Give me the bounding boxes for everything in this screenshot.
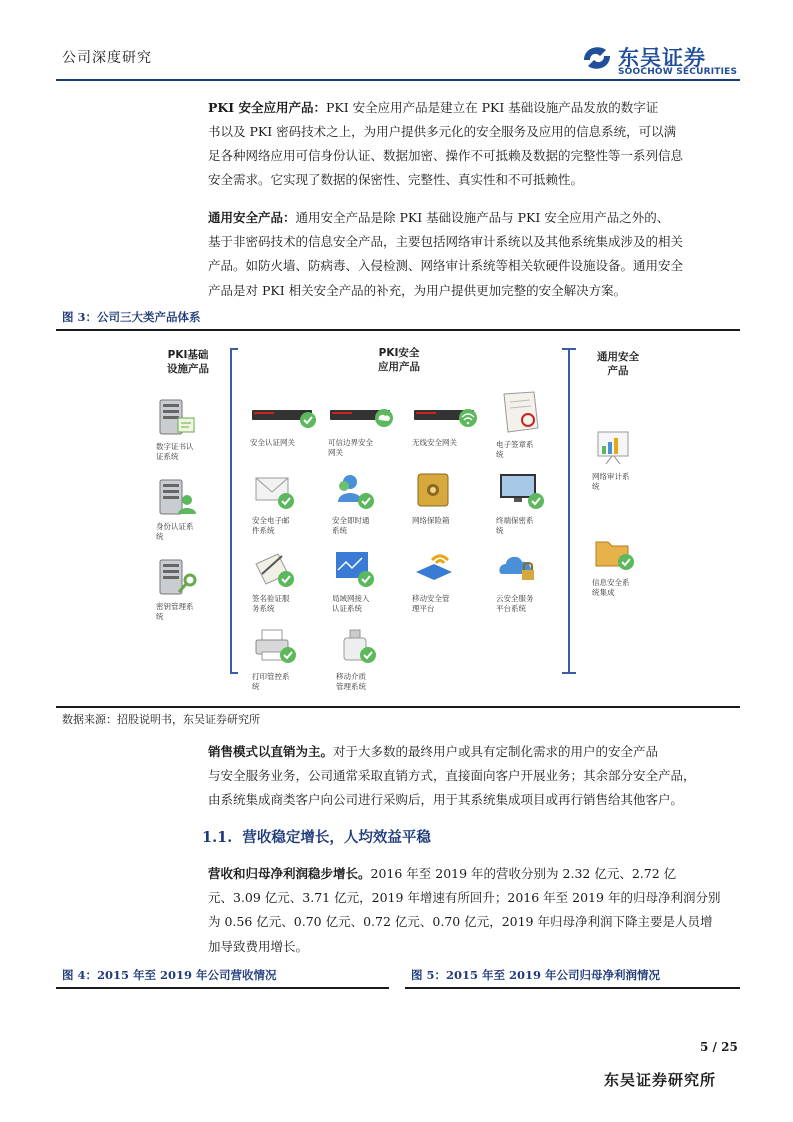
- printer-icon: [252, 628, 298, 668]
- item-label: 无线安全网关: [412, 438, 457, 447]
- para-line: 安全需求。它实现了数据的保密性、完整性、真实性和不可抵赖性。: [208, 172, 584, 188]
- safe-icon: [412, 472, 458, 512]
- para-line: 通用安全产品是除 PKI 基础设施产品与 PKI 安全应用产品之外的、: [295, 210, 670, 225]
- col-title-general: 通用安全 产品: [597, 351, 639, 377]
- infra-item: [156, 558, 200, 622]
- page-number: 5 / 25: [700, 1040, 738, 1054]
- para-line: PKI 安全应用产品是建立在 PKI 基础设施产品发放的数字证: [325, 100, 659, 115]
- infra-item: [156, 398, 200, 462]
- figure5-rule: [405, 987, 740, 989]
- cloud-gateway-icon: [328, 406, 398, 434]
- lan-icon: [332, 550, 378, 590]
- item-label: 电子签章系 统: [496, 440, 534, 459]
- mobile-wifi-icon: [412, 550, 458, 590]
- general-item: [592, 534, 638, 598]
- para-line: 书以及 PKI 密码技术之上，为用户提供多元化的安全服务及应用的信息系统，可以满: [208, 124, 677, 139]
- col-title-infra: PKI基础 设施产品: [167, 349, 209, 375]
- item-label: 打印管控系 统: [252, 672, 290, 691]
- footer-institute: 东吴证券研究所: [604, 1071, 717, 1089]
- para-line: 为 0.56 亿元、0.70 亿元、0.72 亿元、0.70 亿元，2019 年归母净利润下降主要是人员增: [208, 914, 713, 930]
- mail-icon: [252, 472, 298, 512]
- server-user-icon: [156, 478, 200, 518]
- figure3-bottom-rule: [56, 706, 740, 708]
- para-lead: PKI 安全应用产品：: [208, 100, 326, 115]
- app-item: [496, 472, 546, 536]
- paragraph-pki-app: [208, 96, 738, 120]
- item-label: 网络审计系 统: [592, 472, 630, 491]
- infra-item: [156, 478, 200, 542]
- app-item: [332, 472, 378, 536]
- app-item: [332, 550, 378, 614]
- paragraph-revenue: [208, 862, 738, 959]
- logo-en-text: SOOCHOW SECURITIES: [618, 67, 738, 77]
- folder-icon: [592, 534, 638, 574]
- usb-icon: [336, 628, 382, 668]
- server-cert-icon: [156, 398, 200, 438]
- bracket-left: [230, 348, 238, 674]
- figure4-rule: [56, 987, 389, 989]
- app-item: [496, 550, 542, 614]
- messenger-icon: [332, 472, 378, 512]
- figure3-top-rule: [56, 329, 740, 331]
- paragraph-sales: [208, 740, 738, 813]
- para-line: 与安全服务业务，公司通常采取直销方式，直接面向客户开展业务；其余部分安全产品，: [208, 768, 696, 784]
- audit-chart-icon: [592, 428, 638, 468]
- para-lead: 营收和归母净利润稳步增长。: [208, 866, 371, 881]
- app-item: [252, 628, 298, 692]
- app-item: [412, 550, 458, 614]
- para-line: 基于非密码技术的信息安全产品，主要包括网络审计系统以及其他系统集成涉及的相关: [208, 234, 684, 250]
- monitor-icon: [496, 472, 546, 512]
- item-label: 局域网接入 认证系统: [332, 594, 370, 613]
- item-label: 身份认证系 统: [156, 522, 194, 541]
- item-label: 终端保密系 统: [496, 516, 534, 535]
- item-label: 数字证书认 证系统: [156, 442, 194, 461]
- app-item: [252, 550, 298, 614]
- bracket-left-general: [568, 348, 576, 674]
- header-title: 公司深度研究: [62, 50, 152, 66]
- item-label: 签名验证服 务系统: [252, 594, 290, 613]
- logo-cn-text: 东吴证券: [618, 46, 706, 70]
- figure3-source: 数据来源：招股说明书，东吴证券研究所: [62, 713, 260, 726]
- gateway-icon: [250, 406, 320, 434]
- app-item: [496, 390, 546, 460]
- para-line: 产品是对 PKI 相关安全产品的补充，为用户提供更加完整的安全解决方案。: [208, 282, 627, 298]
- para-lead: 销售模式以直销为主。: [208, 744, 334, 759]
- logo-mark-icon: [578, 40, 616, 78]
- para-line: 加导致费用增长。: [208, 938, 309, 954]
- item-label: 安全即时通 系统: [332, 516, 370, 535]
- server-key-icon: [156, 558, 200, 598]
- item-label: 可信边界安全 网关: [328, 438, 373, 457]
- figure3-caption: 图 3：公司三大类产品体系: [62, 310, 201, 324]
- cloud-lock-icon: [496, 550, 542, 590]
- product-diagram: [56, 332, 740, 704]
- para-line: 2016 年至 2019 年的营收分别为 2.32 亿元、2.72 亿: [370, 866, 677, 881]
- company-logo: [578, 40, 743, 80]
- figure5-caption: 图 5：2015 年至 2019 年公司归母净利润情况: [411, 968, 661, 982]
- col-title-app: PKI安全 应用产品: [378, 347, 420, 373]
- para-line: 产品。如防火墙、防病毒、入侵检测、网络审计系统等相关软硬件设施设备。通用安全: [208, 258, 684, 274]
- app-item: [412, 406, 482, 448]
- para-line: 足各种网络应用可信身份认证、数据加密、操作不可抵赖及数据的完整性等一系列信息: [208, 148, 684, 164]
- paragraph-general: [208, 206, 738, 303]
- app-item: [328, 406, 398, 458]
- app-item: [250, 406, 320, 448]
- paragraph-pki-app-cont: [208, 120, 738, 193]
- app-item: [252, 472, 298, 536]
- item-label: 密钥管理系 统: [156, 602, 194, 621]
- para-line: 元、3.09 亿元、3.71 亿元，2019 年增速有所回升；2016 年至 2019 年的归母净利润分别: [208, 890, 721, 906]
- item-label: 安全电子邮 件系统: [252, 516, 290, 535]
- para-line: 由系统集成商类客户向公司进行采购后，用于其系统集成项目或再行销售给其他客户。: [208, 792, 684, 808]
- section-number: 1.1.: [202, 829, 233, 846]
- wifi-gateway-icon: [412, 406, 482, 434]
- general-item: [592, 428, 638, 492]
- section-title: 营收稳定增长，人均效益平稳: [242, 829, 431, 846]
- para-line: 对于大多数的最终用户或具有定制化需求的用户的安全产品: [333, 744, 659, 759]
- item-label: 移动安全管 理平台: [412, 594, 450, 613]
- item-label: 安全认证网关: [250, 438, 295, 447]
- section-heading: [202, 826, 431, 847]
- item-label: 云安全服务 平台系统: [496, 594, 534, 613]
- figure4-caption: 图 4：2015 年至 2019 年公司营收情况: [62, 968, 277, 982]
- item-label: 网络保险箱: [412, 516, 450, 525]
- item-label: 信息安全系 统集成: [592, 578, 630, 597]
- seal-document-icon: [496, 390, 546, 436]
- app-item: [336, 628, 382, 692]
- item-label: 移动介质 管理系统: [336, 672, 366, 691]
- app-item: [412, 472, 458, 526]
- signature-icon: [252, 550, 298, 590]
- header-divider: [56, 79, 740, 81]
- para-lead: 通用安全产品：: [208, 210, 296, 225]
